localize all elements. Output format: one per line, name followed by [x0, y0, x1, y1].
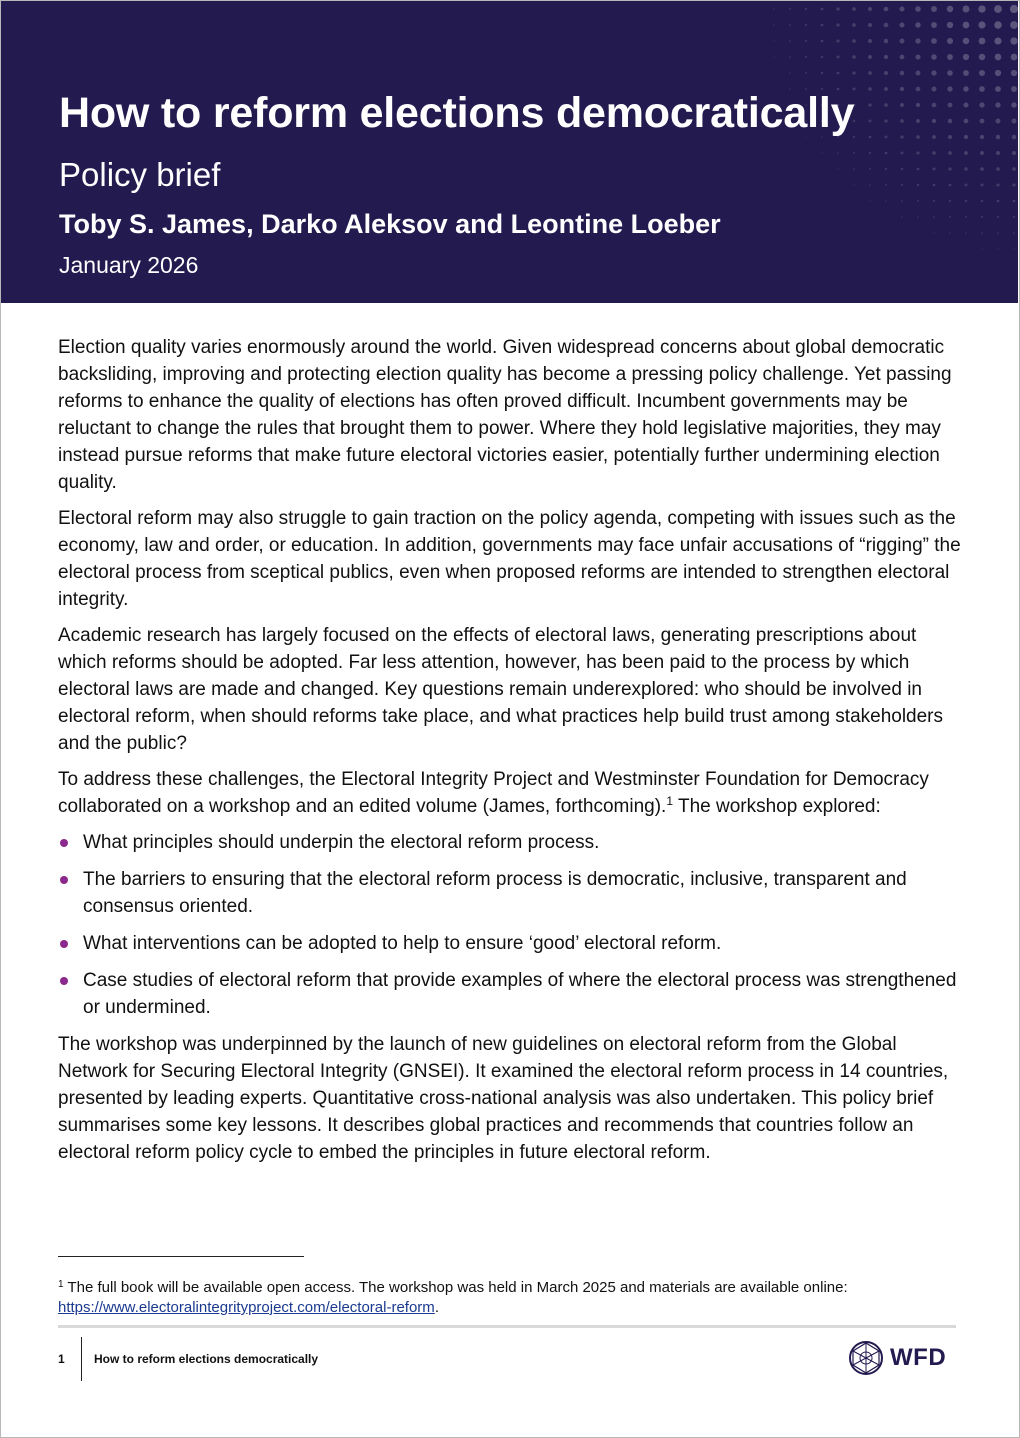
document-subtitle: Policy brief [59, 156, 221, 193]
list-item [58, 866, 963, 920]
wfd-logo [848, 1340, 946, 1376]
logo-text: WFD [890, 1344, 947, 1371]
footer-divider [81, 1337, 82, 1381]
bullet-icon [60, 876, 68, 884]
decorative-dots-pattern [718, 1, 1018, 301]
footer-separator [58, 1325, 956, 1328]
list-item-text: What interventions can be adopted to help to ensure ‘good’ electoral reform. [83, 933, 722, 954]
paragraph-4 [58, 766, 963, 820]
header-banner [1, 1, 1018, 303]
list-item-text: Case studies of electoral reform that provide examples of where the electoral process was strengthened or undermined. [83, 970, 957, 1018]
footnote-text: The full book will be available open access. The workshop was held in March 2025 and materials are available online: [63, 1279, 848, 1296]
list-item [58, 967, 963, 1021]
globe-icon [848, 1340, 884, 1376]
document-date: January 2026 [59, 252, 199, 278]
footnote-reference[interactable]: 1 [666, 794, 674, 808]
closing-paragraph: The workshop was underpinned by the launch of new guidelines on electoral reform from the Global Network for Securing Electoral Integrity (GNSEI). It examined the electoral reform process in 14 countries, presented by leading experts. Quantitative cross-national analysis was also undertaken. This policy brief summarises some key lessons. It describes global practices and recommends that countries follow an electoral reform policy cycle to embed the principles in future electoral reform. [58, 1034, 949, 1163]
page-number: 1 [58, 1352, 65, 1366]
footnote-number: 1 [58, 1279, 64, 1290]
list-item [58, 829, 963, 856]
document-authors: Toby S. James, Darko Aleksov and Leontine Loeber [59, 209, 721, 239]
paragraph-4-end: The workshop explored: [673, 796, 881, 817]
list-item-text: What principles should underpin the electoral reform process. [83, 832, 600, 853]
footer-title: How to reform elections democratically [94, 1352, 319, 1366]
list-item [58, 930, 963, 957]
paragraph-4-text: To address these challenges, the Electoral Integrity Project and Westminster Foundation for Democracy collaborated on a workshop and an edited volume (James, forthcoming). [58, 769, 929, 817]
paragraph-2: Electoral reform may also struggle to gain traction on the policy agenda, competing with issues such as the economy, law and order, or education. In addition, governments may face unfair accusations of “rigging” the electoral process from sceptical publics, even when proposed reforms are intended to strengthen electoral integrity. [58, 508, 961, 610]
body-text [58, 334, 963, 1175]
paragraph-3: Academic research has largely focused on the effects of electoral laws, generating prescriptions about which reforms should be adopted. Far less attention, however, has been paid to the process by which electoral laws are made and changed. Key questions remain underexplored: who should be involved in electoral reform, when should reforms take place, and what practices help build trust among stakeholders and the public? [58, 625, 944, 754]
footnote [58, 1278, 963, 1318]
list-item-text: The barriers to ensuring that the electoral reform process is democratic, inclusive, transparent and consensus oriented. [83, 869, 907, 917]
bullet-icon [60, 940, 68, 948]
footnote-end: . [434, 1299, 439, 1316]
footnote-separator [58, 1256, 304, 1257]
document-title: How to reform elections democratically [59, 89, 855, 137]
bullet-icon [60, 977, 68, 985]
bullet-list [58, 829, 963, 1021]
footnote-link[interactable]: https://www.electoralintegrityproject.com/electoral-reform [58, 1299, 435, 1316]
bullet-icon [60, 839, 68, 847]
paragraph-1: Election quality varies enormously around the world. Given widespread concerns about global democratic backsliding, improving and protecting election quality has become a pressing policy challenge. Yet passing reforms to enhance the quality of elections has often proved difficult. Incumbent governments may be reluctant to change the rules that brought them to power. Where they hold legislative majorities, they may instead pursue reforms that make future electoral victories easier, potentially further undermining election quality. [58, 337, 952, 493]
